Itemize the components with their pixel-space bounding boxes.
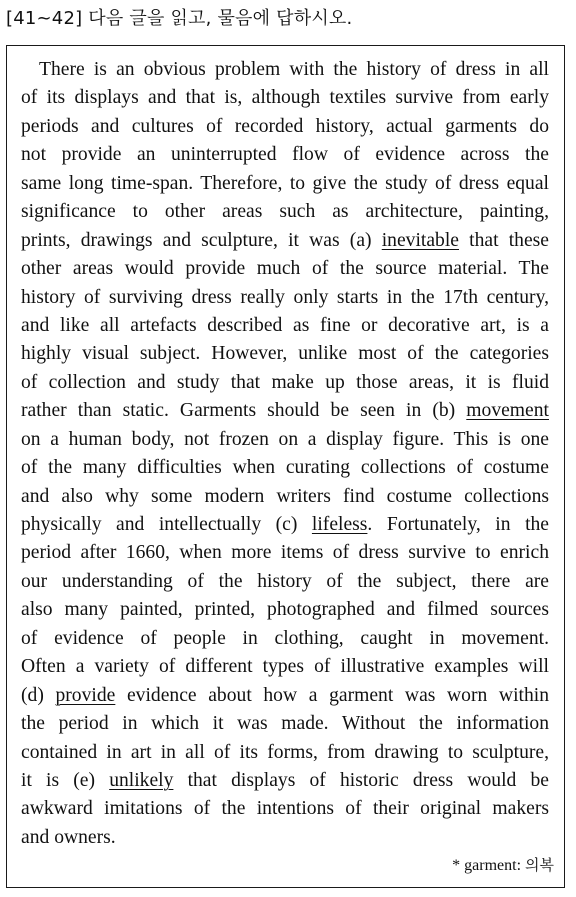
passage-line: period after 1660, when more items of dress survive to enrich — [21, 542, 549, 564]
underlined-word: inevitable — [381, 229, 459, 251]
question-header: [41~42] 다음 글을 읽고, 물음에 답하시오. — [6, 8, 353, 29]
passage-line: of its displays and that is, although textiles survive from early — [21, 87, 549, 109]
passage-line: and also why some modern writers find costume collections — [21, 485, 549, 507]
passage-line-segment: it is (e) — [21, 769, 110, 791]
passage-line: of the many difficulties when curating collections of costume — [21, 457, 549, 479]
footnote-marker: * — [452, 857, 461, 874]
passage-line-segment: prints, drawings and sculpture, it was (a) — [21, 229, 382, 251]
passage-line: Often a variety of different types of illustrative examples will — [21, 656, 549, 678]
footnote-term: garment: — [464, 857, 522, 874]
passage-line: other areas would provide much of the source material. The — [21, 258, 549, 280]
passage-line: history of surviving dress really only starts in the 17th century, — [21, 286, 549, 308]
passage-line: the period in which it was made. Without the information — [21, 713, 549, 735]
underlined-word: unlikely — [109, 769, 174, 791]
passage-box — [6, 45, 565, 888]
passage-line: contained in art in all of its forms, from drawing to sculpture, — [21, 741, 549, 763]
passage-line: not provide an uninterrupted flow of evidence across the — [21, 144, 549, 166]
passage-line: and owners. — [21, 826, 116, 848]
passage-line: highly visual subject. However, unlike most of the categories — [21, 343, 549, 365]
passage-line-segment: physically and intellectually (c) — [21, 514, 312, 535]
passage-line: same long time-span. Therefore, to give the study of dress equal — [21, 172, 549, 194]
passage-line — [21, 227, 549, 255]
passage-line — [21, 682, 549, 710]
footnote — [452, 854, 554, 875]
passage-line-segment: rather than static. Garments should be seen in (b) — [21, 400, 467, 422]
passage-line: significance to other areas such as architecture, painting, — [21, 201, 549, 223]
passage-line: and like all artefacts described as fine or decorative art, is a — [21, 314, 549, 336]
passage-line: There is an obvious problem with the history of dress in all — [39, 59, 549, 80]
passage-line-segment: evidence about how a garment was worn within — [115, 684, 549, 706]
footnote-gloss: 의복 — [525, 856, 554, 874]
underlined-word: lifeless — [311, 514, 368, 535]
passage-line — [21, 397, 549, 425]
passage-line: periods and cultures of recorded history, actual garments do — [21, 115, 549, 137]
passage-line — [21, 511, 549, 539]
passage-text — [21, 56, 549, 852]
passage-line-segment: . Fortunately, in the — [367, 514, 550, 535]
underlined-word: movement — [466, 400, 549, 422]
passage-line: on a human body, not frozen on a display figure. This is one — [21, 428, 549, 450]
passage-line: also many painted, printed, photographed and filmed sources — [21, 599, 549, 621]
passage-line: of evidence of people in clothing, caught in movement. — [21, 627, 549, 649]
passage-line: of collection and study that make up those areas, it is fluid — [21, 371, 549, 393]
underlined-word: provide — [55, 684, 116, 706]
passage-line-segment: that these — [459, 229, 549, 251]
passage-line: our understanding of the history of the subject, there are — [21, 570, 549, 592]
passage-line-segment: that displays of historic dress would be — [173, 769, 549, 791]
passage-line: awkward imitations of the intentions of their original makers — [21, 798, 549, 820]
passage-line-segment: (d) — [21, 684, 56, 706]
passage-line — [21, 767, 549, 795]
